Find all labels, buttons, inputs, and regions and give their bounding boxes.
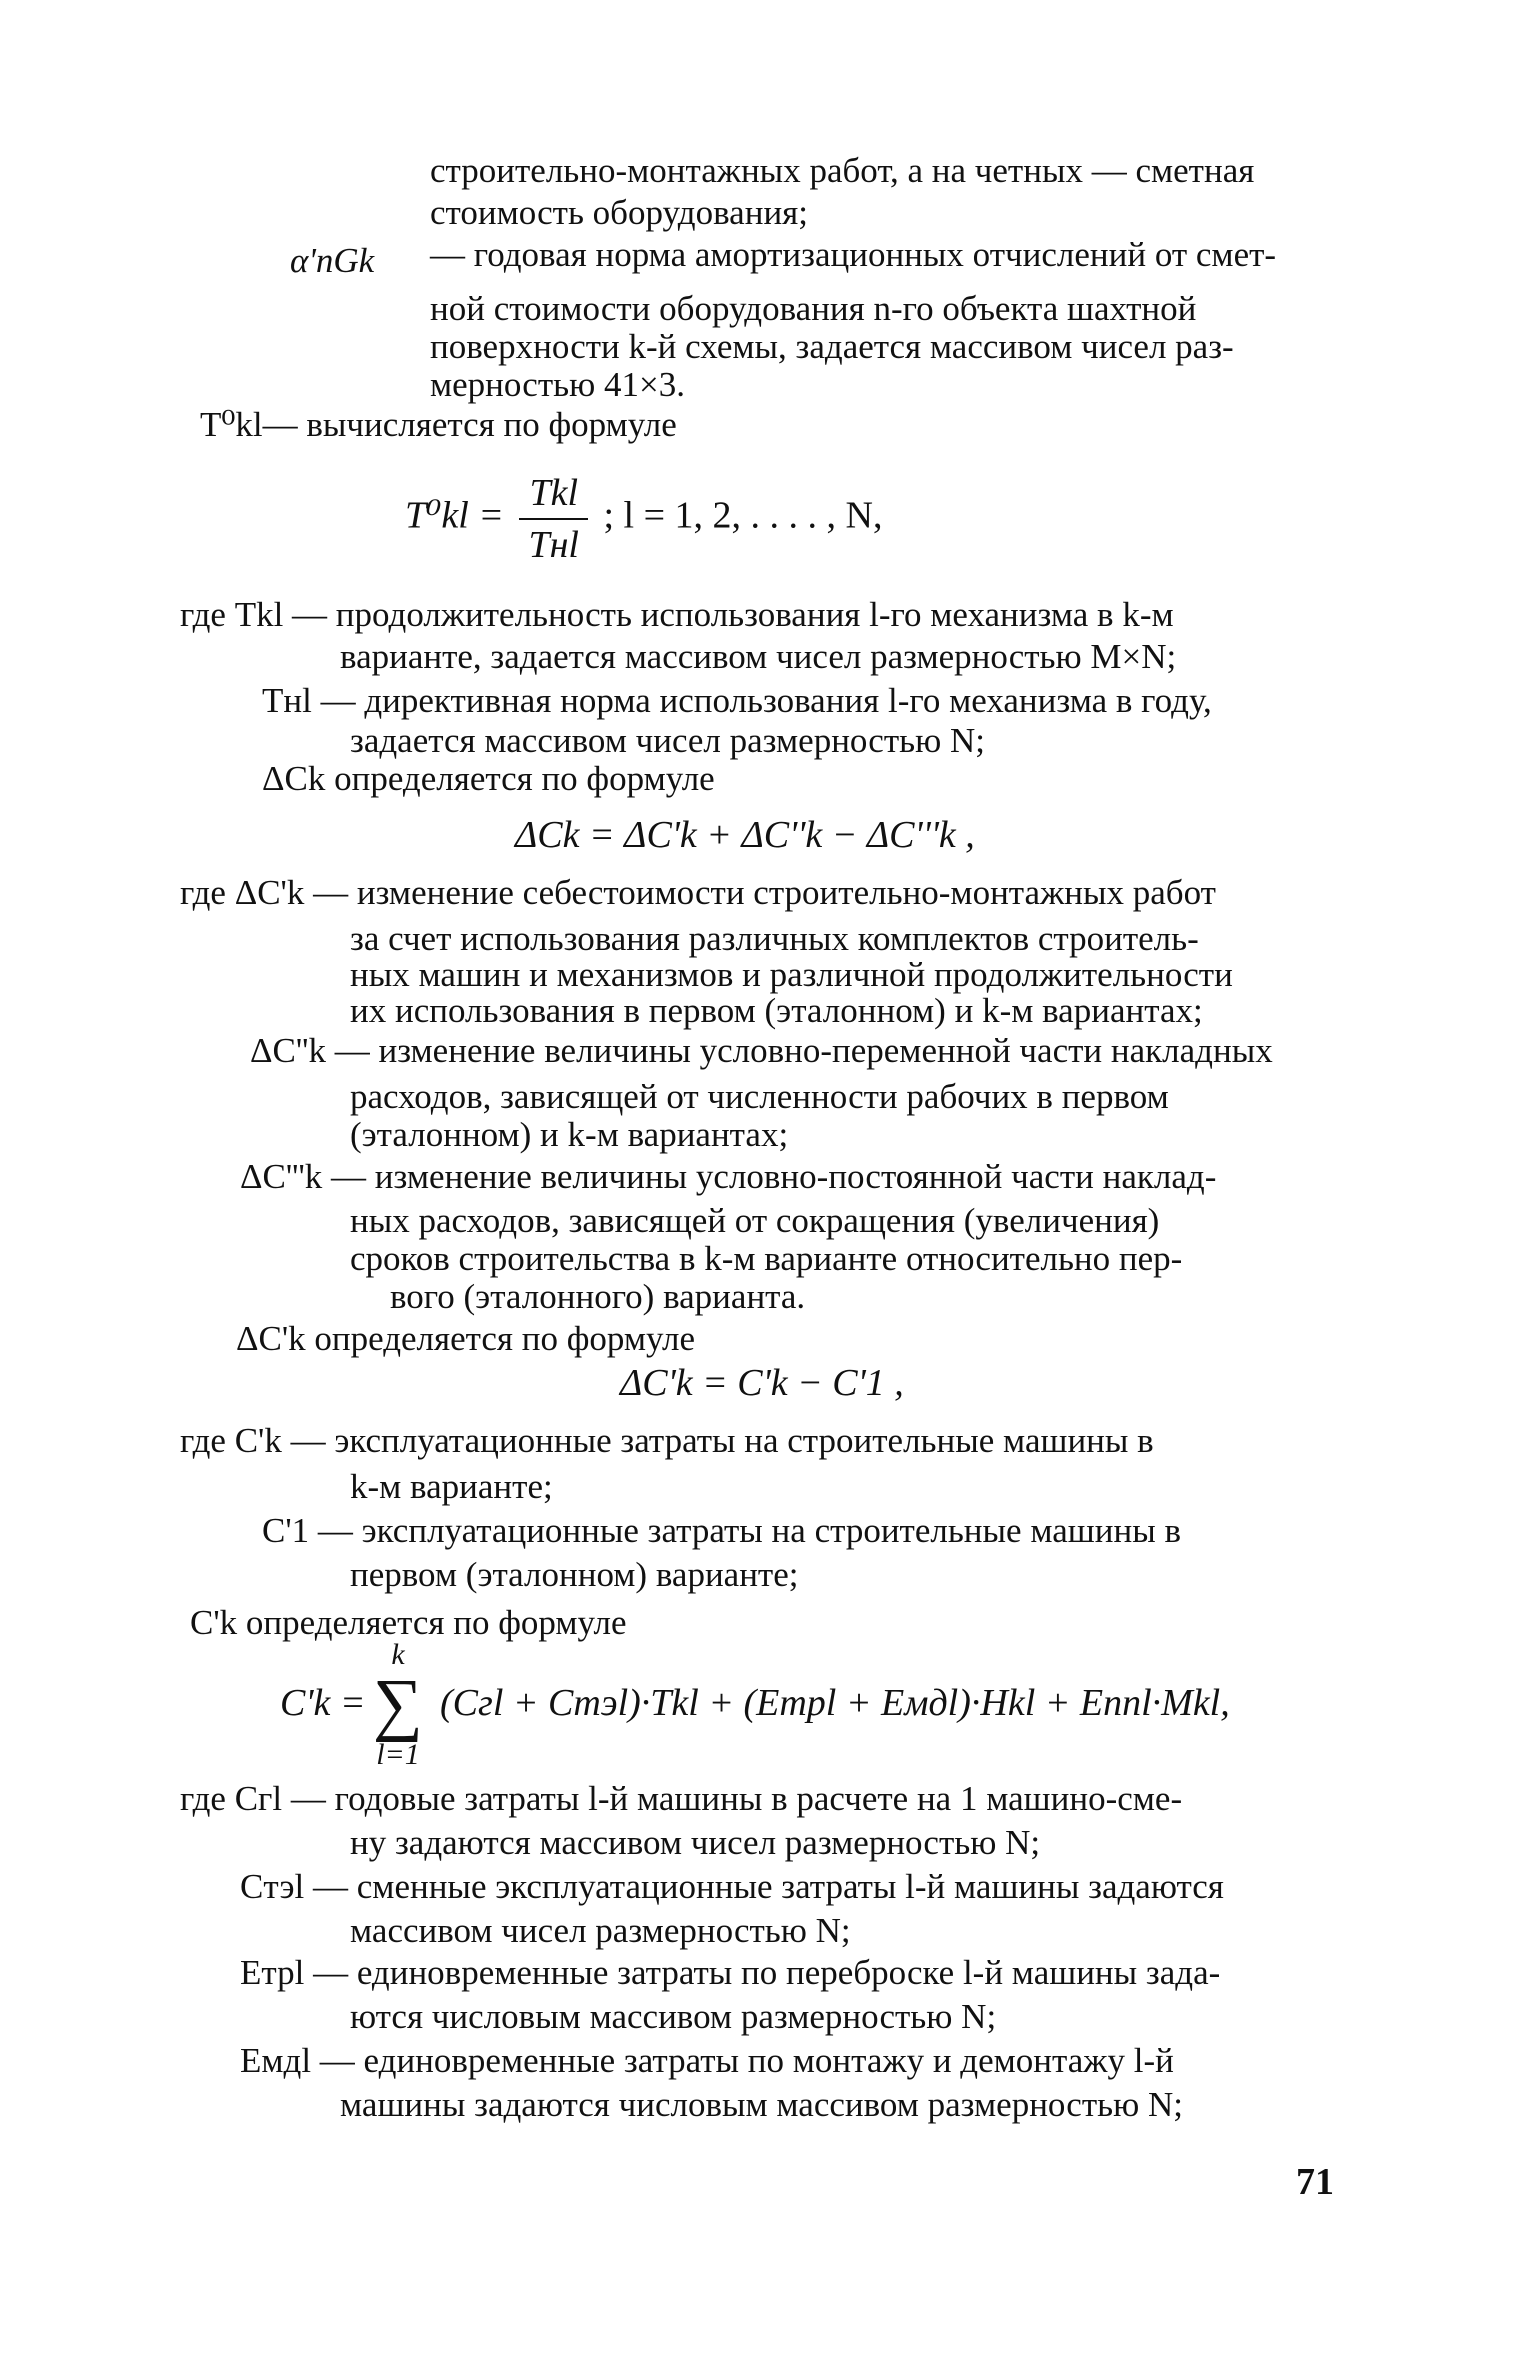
symbol-label: α'nGk: [290, 241, 375, 280]
text-line: расходов, зависящей от численности рабочих в первом: [350, 1077, 1169, 1116]
text-line: (эталонном) и k-м вариантах;: [350, 1115, 789, 1154]
formula-lhs: T⁰kl =: [405, 494, 504, 537]
text-line: где ΔC'k — изменение себестоимости строительно-монтажных работ: [180, 873, 1216, 912]
text-line: за счет использования различных комплектов строитель-: [350, 919, 1199, 958]
text-line: задается массивом чисел размерностью N;: [350, 721, 985, 760]
text-line: стоимость оборудования;: [430, 193, 808, 232]
text-line: ΔC'''k — изменение величины условно-постоянной части наклад-: [240, 1157, 1217, 1196]
formula-t0kl: [405, 470, 883, 568]
text-line: — годовая норма амортизационных отчислений от смет-: [430, 235, 1277, 274]
sum-lower-limit: l=1: [376, 1738, 420, 1771]
text-line: ных машин и механизмов и различной продолжительности: [350, 955, 1233, 994]
text-line: где Tkl — продолжительность использования l-го механизма в k-м: [180, 595, 1174, 634]
fraction: [519, 470, 588, 568]
formula-rest: ; l = 1, 2, . . . . , N,: [603, 494, 883, 537]
text-line: поверхности k-й схемы, задается массивом чисел раз-: [430, 327, 1234, 366]
fraction-denominator: Tнl: [528, 524, 579, 566]
text-line: C'k определяется по формуле: [190, 1603, 627, 1642]
text-line: k-м варианте;: [350, 1467, 553, 1506]
text-line: Cтэl — сменные эксплуатационные затраты l-й машины задаются: [240, 1867, 1224, 1906]
formula-delta-ck: ΔCk = ΔC'k + ΔC''k − ΔC'''k ,: [515, 814, 975, 856]
text-line: Eмдl — единовременные затраты по монтажу и демонтажу l-й: [240, 2041, 1174, 2080]
page-number: 71: [1296, 2161, 1334, 2203]
formula-lhs: C'k =: [280, 1682, 366, 1724]
text-line: сроков строительства в k-м варианте относительно пер-: [350, 1239, 1183, 1278]
formula-rhs: (Cгl + Cтэl)·Tkl + (Eтрl + Eмдl)·Hkl + Eппl·Mkl,: [440, 1682, 1230, 1724]
sigma-icon: ∑: [373, 1666, 423, 1743]
formula-delta-c-prime: ΔC'k = C'k − C'1 ,: [620, 1362, 904, 1404]
text-line: первом (эталонном) варианте;: [350, 1555, 799, 1594]
fraction-numerator: Tkl: [519, 470, 588, 520]
text-line: варианте, задается массивом чисел размерностью M×N;: [340, 637, 1177, 676]
text-line: C'1 — эксплуатационные затраты на строительные машины в: [262, 1511, 1181, 1550]
text-line: ной стоимости оборудования n-го объекта шахтной: [430, 289, 1197, 328]
text-line: ΔCk определяется по формуле: [262, 759, 715, 798]
text-line: ΔC''k — изменение величины условно-переменной части накладных: [250, 1031, 1273, 1070]
text-line: Eтрl — единовременные затраты по переброске l-й машины зада-: [240, 1953, 1221, 1992]
text-line: вого (эталонного) варианта.: [390, 1277, 806, 1316]
text-line: массивом чисел размерностью N;: [350, 1911, 851, 1950]
text-line: строительно-монтажных работ, а на четных — сметная: [430, 151, 1255, 190]
text-line: ных расходов, зависящей от сокращения (увеличения): [350, 1201, 1160, 1240]
text-line: машины задаются числовым массивом размерностью N;: [340, 2085, 1183, 2124]
text-line: мерностью 41×3.: [430, 365, 685, 404]
text-line: T⁰kl— вычисляется по формуле: [200, 405, 677, 444]
summation-symbol: [368, 1640, 428, 1770]
text-line: их использования в первом (эталонном) и k-м вариантах;: [350, 991, 1203, 1030]
sum-upper-limit: k: [391, 1638, 405, 1671]
text-line: где Cгl — годовые затраты l-й машины в расчете на 1 машино-сме-: [180, 1779, 1183, 1818]
text-line: Tнl — директивная норма использования l-го механизма в году,: [262, 681, 1212, 720]
text-line: ются числовым массивом размерностью N;: [350, 1997, 997, 2036]
formula-c-prime-k: [280, 1680, 365, 1726]
text-line: ΔC'k определяется по формуле: [236, 1319, 695, 1358]
text-line: ну задаются массивом чисел размерностью N;: [350, 1823, 1041, 1862]
text-line: где C'k — эксплуатационные затраты на строительные машины в: [180, 1421, 1154, 1460]
